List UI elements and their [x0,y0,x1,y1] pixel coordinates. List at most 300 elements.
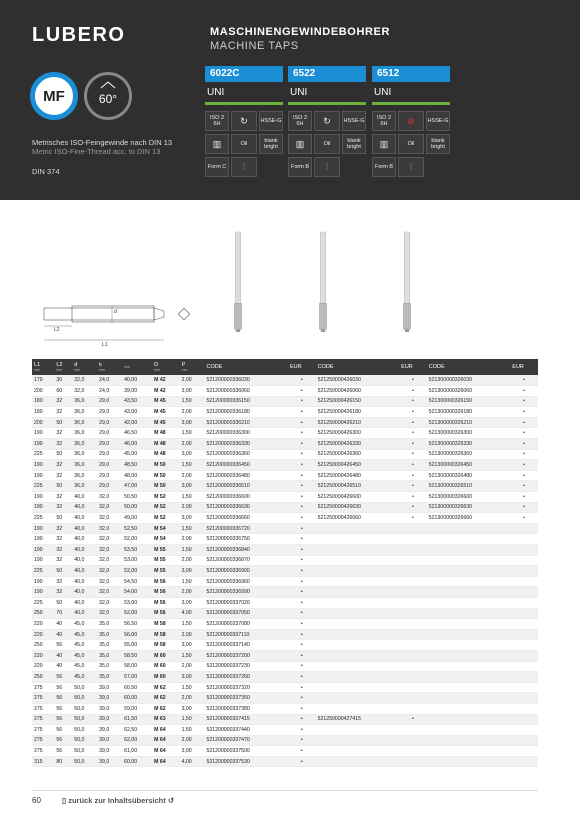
table-cell: 521300000326600 [427,492,511,503]
table-cell [399,576,427,587]
table-cell: 521200000336360 [204,449,288,460]
table-cell: 2,00 [180,693,205,704]
table-cell: 50,0 [72,756,97,767]
table-cell: 40,0 [72,513,97,524]
table-cell: 32,0 [97,566,122,577]
table-cell: 39,0 [97,703,122,714]
table-cell: • [510,439,538,450]
table-cell [427,672,511,683]
table-cell: 40,0 [72,523,97,534]
table-cell: • [288,460,316,471]
table-cell: 36,0 [72,481,97,492]
table-cell: 2,00 [180,587,205,598]
table-cell: 62,00 [122,735,152,746]
thread-icon: ▥ [205,134,229,154]
description-en: Metric ISO-Fine-Thread acc. to DIN 13 [32,147,161,156]
spec-label: blank bright [259,134,283,154]
column-header: mm [124,365,130,369]
table-cell: 521200000336060 [204,386,288,397]
spec-icons [288,111,366,177]
table-cell: • [288,693,316,704]
table-cell: 521250000426630 [316,502,400,513]
table-cell: 1,50 [180,576,205,587]
table-cell: 54,50 [122,576,152,587]
label-d: d [114,309,117,315]
table-cell: 521200000337350 [204,693,288,704]
table-cell: 60,50 [122,682,152,693]
table-row [32,650,538,661]
table-cell: • [288,417,316,428]
table-cell: 521200000337230 [204,661,288,672]
table-cell: M 52 [152,502,179,513]
table-cell: 275 [32,735,54,746]
table-cell: 50 [54,597,72,608]
table-cell: • [510,502,538,513]
table-cell [510,756,538,767]
table-cell [427,661,511,672]
table-cell: • [288,576,316,587]
table-cell: 225 [32,481,54,492]
spec-label: Form C [205,157,229,177]
table-cell [399,640,427,651]
table-cell: • [288,661,316,672]
table-cell [427,714,511,725]
table-cell: 32 [54,555,72,566]
table-cell: 190 [32,587,54,598]
table-cell: 32,0 [97,502,122,513]
table-cell [316,661,400,672]
table-cell [427,725,511,736]
table-cell: 50,0 [72,735,97,746]
table-row [32,576,538,587]
table-cell: 46,50 [122,428,152,439]
table-cell: 50,0 [72,693,97,704]
table-cell: 50,0 [72,703,97,714]
table-cell: 35,0 [97,619,122,630]
table-cell [316,725,400,736]
table-cell: 521200000336510 [204,481,288,492]
table-row [32,555,538,566]
table-cell [510,587,538,598]
table-cell: 1,50 [180,650,205,661]
table-cell: • [288,608,316,619]
table-cell: 275 [32,725,54,736]
table-cell: M 58 [152,640,179,651]
table-cell: 521300000326660 [427,513,511,524]
table-cell: 3,00 [180,481,205,492]
table-header-row [32,359,538,375]
table-cell: 45,0 [72,629,97,640]
table-cell: 57,00 [122,672,152,683]
table-cell: 275 [32,682,54,693]
table-cell: 225 [32,597,54,608]
table-cell: 521250000426180 [316,407,400,418]
table-cell: 32,0 [97,597,122,608]
table-cell: 521200000337380 [204,703,288,714]
table-cell: 50 [54,481,72,492]
table-cell: 56 [54,725,72,736]
table-cell: 52,00 [122,534,152,545]
spec-label: Oil [231,134,257,154]
table-cell: 521300000326450 [427,460,511,471]
table-cell: • [510,375,538,386]
table-cell: 521200000337020 [204,597,288,608]
table-cell: M 42 [152,386,179,397]
product-type: UNI [290,87,308,98]
table-cell: M 48 [152,439,179,450]
table-cell: 80 [54,756,72,767]
table-cell: 521200000336630 [204,502,288,513]
table-cell [427,682,511,693]
table-cell: 521300000326180 [427,407,511,418]
table-cell [510,534,538,545]
table-cell: • [510,396,538,407]
table-cell: • [288,523,316,534]
table-cell: 32 [54,587,72,598]
page-title: MASCHINENGEWINDEBOHRER [210,26,391,38]
table-cell: • [399,386,427,397]
table-cell: • [399,375,427,386]
table-cell: • [510,460,538,471]
table-cell: M 54 [152,523,179,534]
table-cell: 1,50 [180,492,205,503]
table-cell [399,534,427,545]
table-cell: 32 [54,576,72,587]
table-cell: 521200000337440 [204,725,288,736]
table-cell: 521200000336900 [204,566,288,577]
table-cell: 521200000336840 [204,545,288,556]
table-cell: 521250000426600 [316,492,400,503]
product-code: 6512 [372,66,450,82]
table-cell: • [288,682,316,693]
table-cell: 32 [54,439,72,450]
table-cell: 45,0 [72,650,97,661]
table-cell: 521200000336150 [204,396,288,407]
table-row [32,756,538,767]
table-cell [510,672,538,683]
table-cell: 60,00 [122,756,152,767]
table-cell: M 55 [152,555,179,566]
table-cell [510,693,538,704]
table-cell: 29,0 [97,470,122,481]
table-cell: 70 [54,608,72,619]
table-cell: • [510,449,538,460]
table-row [32,714,538,725]
table-cell: 3,00 [180,566,205,577]
table-cell: • [399,492,427,503]
table-cell: 275 [32,693,54,704]
table-cell: M 52 [152,513,179,524]
table-cell: 220 [32,661,54,672]
table-cell: • [288,725,316,736]
table-row [32,407,538,418]
table-cell: 40,0 [72,502,97,513]
table-cell [510,566,538,577]
table-cell: 39,0 [97,714,122,725]
table-cell [510,629,538,640]
table-cell: 521250000426300 [316,428,400,439]
spec-icons [205,111,283,177]
table-cell: • [288,566,316,577]
table-row [32,386,538,397]
table-cell [316,735,400,746]
table-cell: 225 [32,566,54,577]
spec-label: Oil [398,134,424,154]
product-code: 6022C [205,66,283,82]
table-cell: 521200000337470 [204,735,288,746]
table-cell: 225 [32,449,54,460]
table-cell: 39,0 [97,756,122,767]
description [32,138,172,156]
table-cell [427,566,511,577]
table-cell: 29,0 [97,396,122,407]
table-cell: M 60 [152,661,179,672]
tap-schematic [32,300,202,350]
table-cell [399,566,427,577]
spec-icons [372,111,450,177]
table-row [32,513,538,524]
table-cell: M 62 [152,693,179,704]
table-cell: 190 [32,555,54,566]
table-cell: 52,50 [122,523,152,534]
page-subtitle: MACHINE TAPS [210,40,299,52]
product-type: UNI [374,87,392,98]
table-cell: M 56 [152,576,179,587]
table-cell: 39,0 [97,725,122,736]
table-cell [510,714,538,725]
table-cell: 54,00 [122,587,152,598]
table-cell: 58,00 [122,661,152,672]
table-cell: 36,0 [72,428,97,439]
table-cell: 521200000337050 [204,608,288,619]
table-cell: M 64 [152,756,179,767]
table-cell: 29,0 [97,417,122,428]
table-cell: 521200000336300 [204,428,288,439]
table-cell: • [510,407,538,418]
table-row [32,545,538,556]
mf-badge: MF [30,72,78,120]
table-cell: 40 [54,650,72,661]
table-cell: 60,00 [122,693,152,704]
table-cell: 315 [32,756,54,767]
table-cell [399,725,427,736]
table-cell: • [510,470,538,481]
table-cell: • [288,640,316,651]
table-cell: 56 [54,714,72,725]
table-cell: 521200000336480 [204,470,288,481]
table-cell [316,746,400,757]
table-cell: • [288,650,316,661]
back-to-contents-link[interactable]: ▯ zurück zur Inhaltsübersicht ↺ [62,796,175,805]
table-cell: 56,00 [122,629,152,640]
table-cell: 250 [32,640,54,651]
table-cell [399,661,427,672]
table-cell: 521200000336330 [204,439,288,450]
table-cell: 40,0 [72,608,97,619]
product-type: UNI [207,87,225,98]
table-cell: 59,00 [122,703,152,714]
table-row [32,672,538,683]
tap-image-6512 [402,212,412,352]
table-cell: 32 [54,470,72,481]
table-cell: M 45 [152,396,179,407]
table-cell [510,597,538,608]
table-cell [316,587,400,598]
table-cell: • [288,714,316,725]
table-cell: 521300000326210 [427,417,511,428]
table-row [32,439,538,450]
table-cell: 3,00 [180,597,205,608]
table-cell [399,523,427,534]
table-cell: 3,00 [180,640,205,651]
table-cell: 40,0 [72,576,97,587]
table-cell: 29,0 [97,481,122,492]
table-cell [510,576,538,587]
table-cell: 275 [32,746,54,757]
header-band [0,0,580,200]
table-cell: 3,00 [180,703,205,714]
table-cell: 190 [32,534,54,545]
table-cell: 32,0 [97,587,122,598]
table-cell: M 64 [152,735,179,746]
table-cell: 190 [32,523,54,534]
tap-image-6022c [233,212,243,352]
table-cell: 40,00 [122,375,152,386]
table-cell: M 63 [152,714,179,725]
spec-label: HSSE-G [426,111,450,131]
table-cell: 521200000336210 [204,417,288,428]
table-cell: 2,00 [180,534,205,545]
table-cell: M 55 [152,545,179,556]
table-cell: • [288,545,316,556]
table-cell: 2,00 [180,629,205,640]
table-cell: 61,50 [122,714,152,725]
table-cell: 45,0 [72,661,97,672]
table-cell: 56 [54,640,72,651]
table-row [32,502,538,513]
table-cell: 48,50 [122,460,152,471]
table-cell: 45,0 [72,672,97,683]
table-cell [427,555,511,566]
table-cell: 521250000426480 [316,470,400,481]
product-column [205,66,283,177]
green-divider [372,102,450,105]
table-cell: 32,0 [72,386,97,397]
table-cell: 40,0 [72,566,97,577]
column-header: L2 mm [56,362,63,372]
rotation-icon: ↻ [314,111,340,131]
product-column [288,66,366,177]
table-cell: 220 [32,619,54,630]
spec-label: HSSE-G [259,111,283,131]
table-cell: 30 [54,375,72,386]
table-cell: 39,0 [97,682,122,693]
table-cell [399,619,427,630]
table-cell: M 64 [152,746,179,757]
table-cell: 35,0 [97,672,122,683]
table-cell: • [288,481,316,492]
spec-label: Form B [372,157,396,177]
thread-angle-icon [100,81,116,89]
spec-label: Oil [314,134,340,154]
table-cell: 190 [32,439,54,450]
thread-icon: ▥ [288,134,312,154]
table-cell: 53,00 [122,555,152,566]
table-cell: 190 [32,576,54,587]
table-cell [316,629,400,640]
table-cell: • [288,597,316,608]
table-cell: 29,0 [97,449,122,460]
table-cell [399,703,427,714]
column-header: CODE [206,364,223,370]
table-cell: 521300000326330 [427,439,511,450]
column-header: d mm [74,362,81,372]
table-cell: 40,0 [72,492,97,503]
table-cell: • [510,428,538,439]
table-cell: • [399,417,427,428]
table-cell [427,693,511,704]
table-cell: M 64 [152,725,179,736]
spec-label: ISO 2 6H [372,111,396,131]
table-cell: 2,00 [180,661,205,672]
table-cell: 1,50 [180,396,205,407]
table-cell: 36,0 [72,449,97,460]
table-cell: 521250000426450 [316,460,400,471]
table-cell: • [399,449,427,460]
table-cell: 32 [54,545,72,556]
table-cell: 62,50 [122,725,152,736]
table-cell: 32 [54,396,72,407]
table-cell: M 42 [152,375,179,386]
table-cell: 49,00 [122,513,152,524]
table-cell [316,523,400,534]
table-cell [316,566,400,577]
table-cell [510,746,538,757]
table-cell: 3,00 [180,417,205,428]
table-cell [510,650,538,661]
table-cell: 48,00 [122,470,152,481]
table-cell: • [288,756,316,767]
table-cell: 39,0 [97,746,122,757]
table-cell: 190 [32,470,54,481]
product-code: 6522 [288,66,366,82]
table-cell: 32,0 [97,608,122,619]
spec-label: blank bright [426,134,450,154]
tap-icon: ⫶ [398,157,424,177]
table-row [32,460,538,471]
table-row [32,375,538,386]
table-row [32,608,538,619]
table-cell: 1,50 [180,682,205,693]
table-row [32,470,538,481]
table-cell: 521200000337140 [204,640,288,651]
table-cell [399,608,427,619]
table-cell: • [399,407,427,418]
angle-badge [84,72,132,120]
table-cell [316,534,400,545]
spec-label: HSSE-G [342,111,366,131]
table-body [32,375,538,767]
table-cell: 55,00 [122,640,152,651]
table-cell [316,672,400,683]
green-divider [288,102,366,105]
table-cell [427,619,511,630]
table-row [32,396,538,407]
table-cell: • [288,449,316,460]
table-cell: • [510,386,538,397]
table-cell: 521300000326030 [427,375,511,386]
table-cell: 190 [32,492,54,503]
